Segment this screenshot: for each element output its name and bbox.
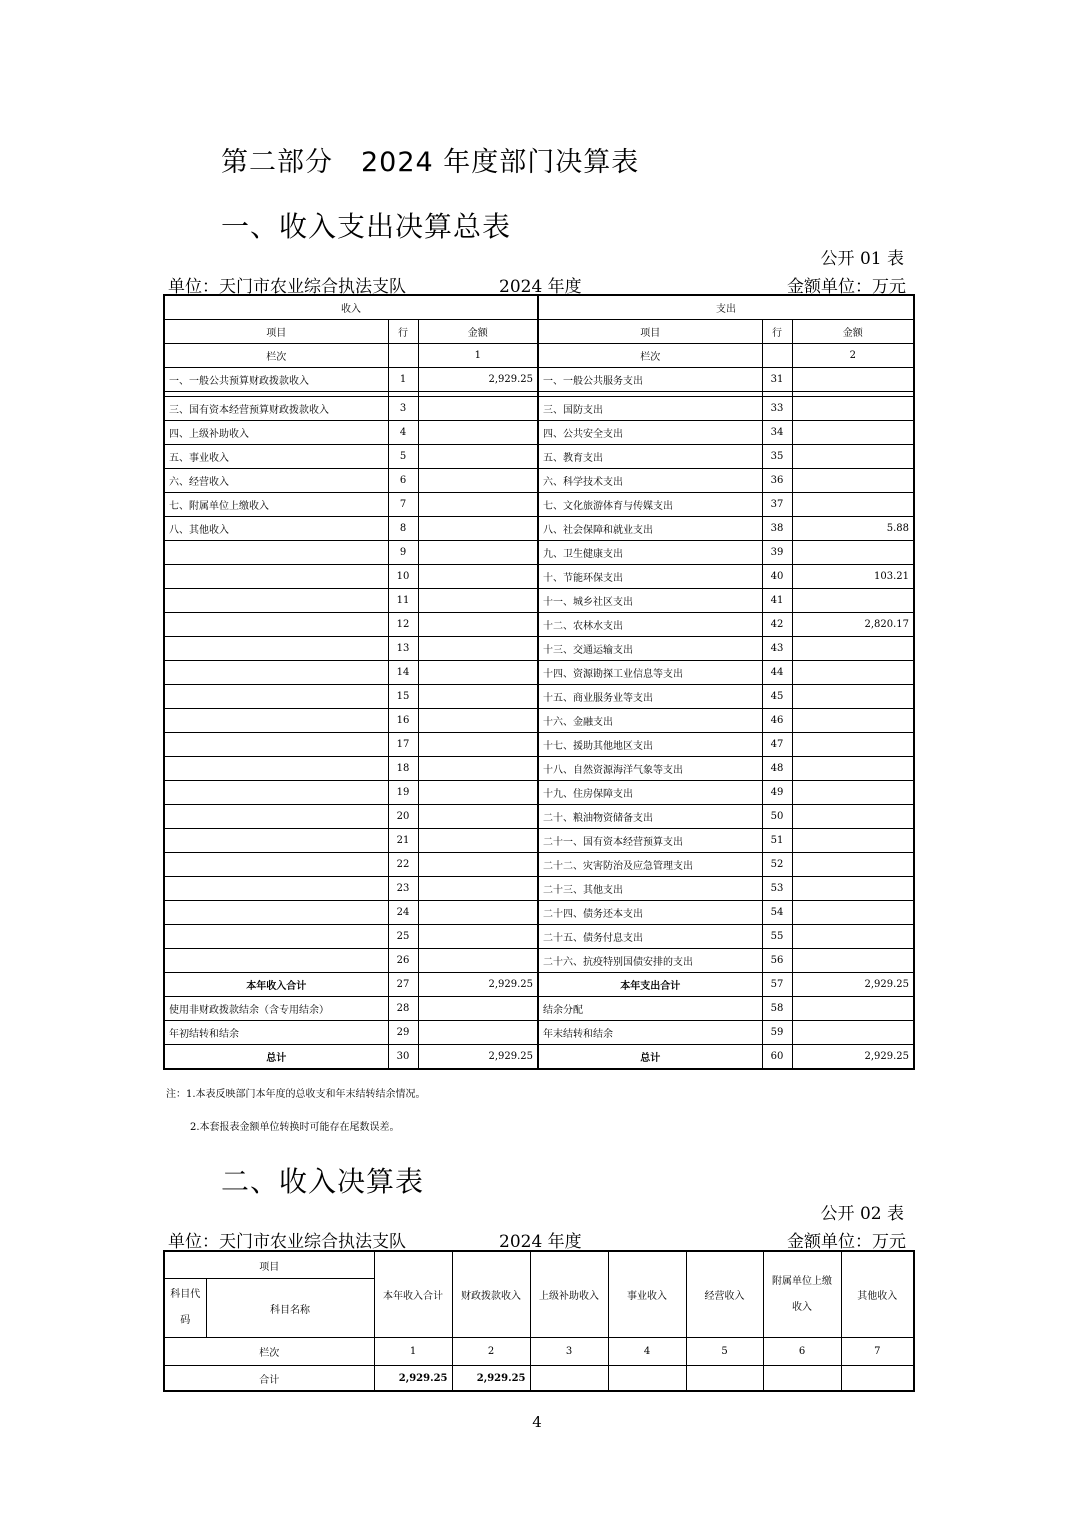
expense-item: 二十三、其他支出: [538, 877, 762, 901]
table-row: [164, 493, 914, 517]
col-header: 本年收入合计: [374, 1251, 452, 1338]
income-line: 16: [388, 709, 418, 733]
section1-tag: 公开 01 表: [820, 249, 904, 269]
income-line: 4: [388, 421, 418, 445]
income-item: 四、上级补助收入: [164, 421, 388, 445]
income-item: 三、国有资本经营预算财政拨款收入: [164, 397, 388, 421]
income-item: 五、事业收入: [164, 445, 388, 469]
income-line: 3: [388, 397, 418, 421]
expense-amount: [792, 493, 914, 517]
expense-item: 年末结转和结余: [538, 1021, 762, 1045]
income-item: [164, 877, 388, 901]
income-item: [164, 949, 388, 973]
income-item: 六、经营收入: [164, 469, 388, 493]
table-row: [164, 661, 914, 685]
expense-item: 本年支出合计: [538, 973, 762, 997]
expense-amount: [792, 637, 914, 661]
col-number: 2: [792, 344, 914, 368]
income-item: [164, 757, 388, 781]
item-header: 项目: [538, 320, 762, 344]
col-header: 附属单位上缴收入: [763, 1251, 841, 1338]
expense-item: 二十一、国有资本经营预算支出: [538, 829, 762, 853]
expense-item: 八、社会保障和就业支出: [538, 517, 762, 541]
income-item: [164, 541, 388, 565]
table-row: [164, 757, 914, 781]
income-amount: [418, 541, 538, 565]
table-row: [164, 1045, 914, 1070]
income-line: 19: [388, 781, 418, 805]
expense-amount: 2,929.25: [792, 1045, 914, 1070]
total-value: 2,929.25: [374, 1366, 452, 1392]
expense-item: 十五、商业服务业等支出: [538, 685, 762, 709]
money-unit-label: 金额单位：万元: [787, 277, 906, 297]
col-header: 财政拨款收入: [452, 1251, 530, 1338]
expense-amount: [792, 781, 914, 805]
total-label: 合计: [164, 1366, 374, 1392]
table-row: [164, 445, 914, 469]
expense-amount: [792, 877, 914, 901]
income-amount: 2,929.25: [418, 368, 538, 392]
expense-amount: 2,929.25: [792, 973, 914, 997]
expense-line: 42: [762, 613, 792, 637]
col-header: 经营收入: [686, 1251, 763, 1338]
expense-amount: [792, 1021, 914, 1045]
table-row: [164, 781, 914, 805]
expense-amount: 2,820.17: [792, 613, 914, 637]
income-item: [164, 781, 388, 805]
income-item: [164, 805, 388, 829]
income-amount: [418, 445, 538, 469]
expense-amount: [792, 685, 914, 709]
expense-item: 结余分配: [538, 997, 762, 1021]
income-item: 使用非财政拨款结余（含专用结余）: [164, 997, 388, 1021]
expense-item: 十九、住房保障支出: [538, 781, 762, 805]
expense-amount: [792, 901, 914, 925]
income-line: 21: [388, 829, 418, 853]
table-row: [164, 901, 914, 925]
expense-line: 33: [762, 397, 792, 421]
table-row: [164, 469, 914, 493]
income-item: [164, 853, 388, 877]
expense-item: 十八、自然资源海洋气象等支出: [538, 757, 762, 781]
table-row: [164, 613, 914, 637]
total-value: [763, 1366, 841, 1392]
line-header: 行: [762, 320, 792, 344]
income-line: 30: [388, 1045, 418, 1070]
section2-title: 二、收入决算表: [221, 1165, 425, 1198]
income-line: 1: [388, 368, 418, 392]
expense-amount: [792, 469, 914, 493]
income-line: 24: [388, 901, 418, 925]
col-header: 其他收入: [841, 1251, 914, 1338]
expense-item: 十七、援助其他地区支出: [538, 733, 762, 757]
table-row: [164, 877, 914, 901]
income-item: 八、其他收入: [164, 517, 388, 541]
expense-line: 49: [762, 781, 792, 805]
income-amount: [418, 925, 538, 949]
expense-amount: [792, 421, 914, 445]
expense-line: 57: [762, 973, 792, 997]
income-line: 27: [388, 973, 418, 997]
expense-item: 三、国防支出: [538, 397, 762, 421]
income-item: [164, 589, 388, 613]
income-amount: [418, 613, 538, 637]
expense-amount: 103.21: [792, 565, 914, 589]
expense-line: 45: [762, 685, 792, 709]
expense-header: 支出: [538, 295, 914, 320]
amount-header: 金额: [418, 320, 538, 344]
expense-amount: [792, 853, 914, 877]
expense-line: 37: [762, 493, 792, 517]
income-amount: [418, 565, 538, 589]
income-amount: [418, 949, 538, 973]
code-header: 科目代码: [164, 1279, 206, 1338]
amount-header: 金额: [792, 320, 914, 344]
expense-amount: [792, 949, 914, 973]
expense-amount: 5.88: [792, 517, 914, 541]
income-amount: [418, 661, 538, 685]
col-header: 上级补助收入: [530, 1251, 608, 1338]
expense-item: 总计: [538, 1045, 762, 1070]
col-number: 4: [608, 1338, 686, 1366]
expense-item: 九、卫生健康支出: [538, 541, 762, 565]
expense-item: 十六、金融支出: [538, 709, 762, 733]
income-line: 29: [388, 1021, 418, 1045]
income-amount: 2,929.25: [418, 1045, 538, 1070]
income-amount: [418, 709, 538, 733]
income-amount: [418, 781, 538, 805]
section2-tag: 公开 02 表: [820, 1204, 904, 1224]
income-item: [164, 829, 388, 853]
col-number: 5: [686, 1338, 763, 1366]
income-amount: [418, 1021, 538, 1045]
expense-line: 44: [762, 661, 792, 685]
table-row: [164, 565, 914, 589]
expense-line: 36: [762, 469, 792, 493]
table-row: [164, 973, 914, 997]
income-item: [164, 613, 388, 637]
income-amount: [418, 757, 538, 781]
income-line: 5: [388, 445, 418, 469]
table-row: [164, 997, 914, 1021]
item-header: 项目: [164, 320, 388, 344]
col-number: 3: [530, 1338, 608, 1366]
income-amount: [418, 901, 538, 925]
income-amount: [418, 997, 538, 1021]
table-row: [164, 805, 914, 829]
table-row: [164, 589, 914, 613]
table-row: [164, 949, 914, 973]
unit-label: 单位：天门市农业综合执法支队: [168, 1232, 406, 1252]
expense-line: 31: [762, 368, 792, 392]
col-number: 7: [841, 1338, 914, 1366]
income-line: 17: [388, 733, 418, 757]
income-line: 8: [388, 517, 418, 541]
expense-item: 二十五、债务付息支出: [538, 925, 762, 949]
table-row: [164, 1021, 914, 1045]
total-value: 2,929.25: [452, 1366, 530, 1392]
income-line: 7: [388, 493, 418, 517]
table-row: [164, 517, 914, 541]
expense-line: 47: [762, 733, 792, 757]
income-amount: [418, 517, 538, 541]
income-item: [164, 637, 388, 661]
expense-amount: [792, 925, 914, 949]
expense-amount: [792, 541, 914, 565]
income-amount: [418, 829, 538, 853]
expense-amount: [792, 589, 914, 613]
income-item: 总计: [164, 1045, 388, 1070]
col-number: 1: [418, 344, 538, 368]
expense-line: 43: [762, 637, 792, 661]
year-label: 2024 年度: [499, 1232, 582, 1252]
expense-amount: [792, 757, 914, 781]
income-item: [164, 661, 388, 685]
expense-amount: [792, 829, 914, 853]
income-amount: 2,929.25: [418, 973, 538, 997]
income-line: 11: [388, 589, 418, 613]
page-number: 4: [532, 1413, 542, 1431]
table-row: [164, 685, 914, 709]
expense-item: 四、公共安全支出: [538, 421, 762, 445]
expense-line: 51: [762, 829, 792, 853]
expense-line: 39: [762, 541, 792, 565]
income-item: [164, 685, 388, 709]
income-item: 一、一般公共预算财政拨款收入: [164, 368, 388, 392]
expense-item: 二十六、抗疫特别国债安排的支出: [538, 949, 762, 973]
name-header: 科目名称: [206, 1279, 374, 1338]
income-amount: [418, 877, 538, 901]
expense-amount: [792, 805, 914, 829]
income-line: 25: [388, 925, 418, 949]
total-value: [686, 1366, 763, 1392]
total-value: [608, 1366, 686, 1392]
table-row: [164, 368, 914, 392]
expense-item: 七、文化旅游体育与传媒支出: [538, 493, 762, 517]
note-1: 注：1.本表反映部门本年度的总收支和年末结转结余情况。: [166, 1089, 426, 1100]
expense-item: 十二、农林水支出: [538, 613, 762, 637]
money-unit-label: 金额单位：万元: [787, 1232, 906, 1252]
expense-line: 35: [762, 445, 792, 469]
expense-line: 41: [762, 589, 792, 613]
item-header: 项目: [164, 1251, 374, 1279]
income-item: 年初结转和结余: [164, 1021, 388, 1045]
col-header: 事业收入: [608, 1251, 686, 1338]
expense-item: 十四、资源勘探工业信息等支出: [538, 661, 762, 685]
expense-line: 48: [762, 757, 792, 781]
col-label: 栏次: [164, 1338, 374, 1366]
expense-line: 34: [762, 421, 792, 445]
expense-amount: [792, 661, 914, 685]
col-number: 6: [763, 1338, 841, 1366]
income-line: 15: [388, 685, 418, 709]
table-row: [164, 733, 914, 757]
expense-amount: [792, 397, 914, 421]
expense-line: 46: [762, 709, 792, 733]
year-label: 2024 年度: [499, 277, 582, 297]
section1-title: 一、收入支出决算总表: [221, 210, 512, 243]
income-line: 6: [388, 469, 418, 493]
expense-line: 53: [762, 877, 792, 901]
income-line: 13: [388, 637, 418, 661]
income-item: [164, 709, 388, 733]
expense-item: 十三、交通运输支出: [538, 637, 762, 661]
empty-cell: [762, 344, 792, 368]
expense-item: 二十四、债务还本支出: [538, 901, 762, 925]
income-amount: [418, 853, 538, 877]
income-line: 10: [388, 565, 418, 589]
income-item: 七、附属单位上缴收入: [164, 493, 388, 517]
income-amount: [418, 493, 538, 517]
income-item: [164, 733, 388, 757]
expense-item: 二十、粮油物资储备支出: [538, 805, 762, 829]
expense-line: 55: [762, 925, 792, 949]
expense-line: 50: [762, 805, 792, 829]
income-header: 收入: [164, 295, 538, 320]
table-row: [164, 637, 914, 661]
income-amount: [418, 685, 538, 709]
col-label: 栏次: [164, 344, 388, 368]
table-row: [164, 397, 914, 421]
empty-cell: [388, 344, 418, 368]
income-table: [163, 1250, 915, 1392]
table-row: [164, 853, 914, 877]
expense-item: 十一、城乡社区支出: [538, 589, 762, 613]
expense-amount: [792, 709, 914, 733]
expense-line: 54: [762, 901, 792, 925]
table-row: [164, 709, 914, 733]
income-amount: [418, 589, 538, 613]
income-line: 9: [388, 541, 418, 565]
income-line: 26: [388, 949, 418, 973]
income-line: 22: [388, 853, 418, 877]
total-value: [530, 1366, 608, 1392]
expense-amount: [792, 733, 914, 757]
table-row: [164, 421, 914, 445]
expense-item: 一、一般公共服务支出: [538, 368, 762, 392]
expense-line: 56: [762, 949, 792, 973]
income-line: 20: [388, 805, 418, 829]
expense-item: 十、节能环保支出: [538, 565, 762, 589]
income-expense-summary-table: [163, 294, 915, 1070]
expense-amount: [792, 368, 914, 392]
expense-line: 38: [762, 517, 792, 541]
expense-line: 52: [762, 853, 792, 877]
col-number: 2: [452, 1338, 530, 1366]
note-2: 2.本套报表金额单位转换时可能存在尾数误差。: [190, 1122, 400, 1133]
income-item: [164, 565, 388, 589]
expense-line: 60: [762, 1045, 792, 1070]
unit-label: 单位：天门市农业综合执法支队: [168, 277, 406, 297]
line-header: 行: [388, 320, 418, 344]
expense-item: 五、教育支出: [538, 445, 762, 469]
expense-line: 40: [762, 565, 792, 589]
income-line: 12: [388, 613, 418, 637]
expense-amount: [792, 997, 914, 1021]
income-amount: [418, 805, 538, 829]
income-amount: [418, 421, 538, 445]
income-item: [164, 901, 388, 925]
col-number: 1: [374, 1338, 452, 1366]
expense-line: 58: [762, 997, 792, 1021]
income-line: 18: [388, 757, 418, 781]
expense-amount: [792, 445, 914, 469]
table-row: [164, 829, 914, 853]
table-row: [164, 541, 914, 565]
total-value: [841, 1366, 914, 1392]
income-amount: [418, 397, 538, 421]
income-amount: [418, 637, 538, 661]
expense-item: 二十二、灾害防治及应急管理支出: [538, 853, 762, 877]
income-item: 本年收入合计: [164, 973, 388, 997]
expense-line: 59: [762, 1021, 792, 1045]
income-amount: [418, 469, 538, 493]
income-line: 23: [388, 877, 418, 901]
col-label: 栏次: [538, 344, 762, 368]
expense-item: 六、科学技术支出: [538, 469, 762, 493]
income-amount: [418, 733, 538, 757]
income-item: [164, 925, 388, 949]
income-line: 28: [388, 997, 418, 1021]
part-title: 第二部分 2024 年度部门决算表: [221, 147, 640, 178]
income-line: 14: [388, 661, 418, 685]
table-row: [164, 925, 914, 949]
